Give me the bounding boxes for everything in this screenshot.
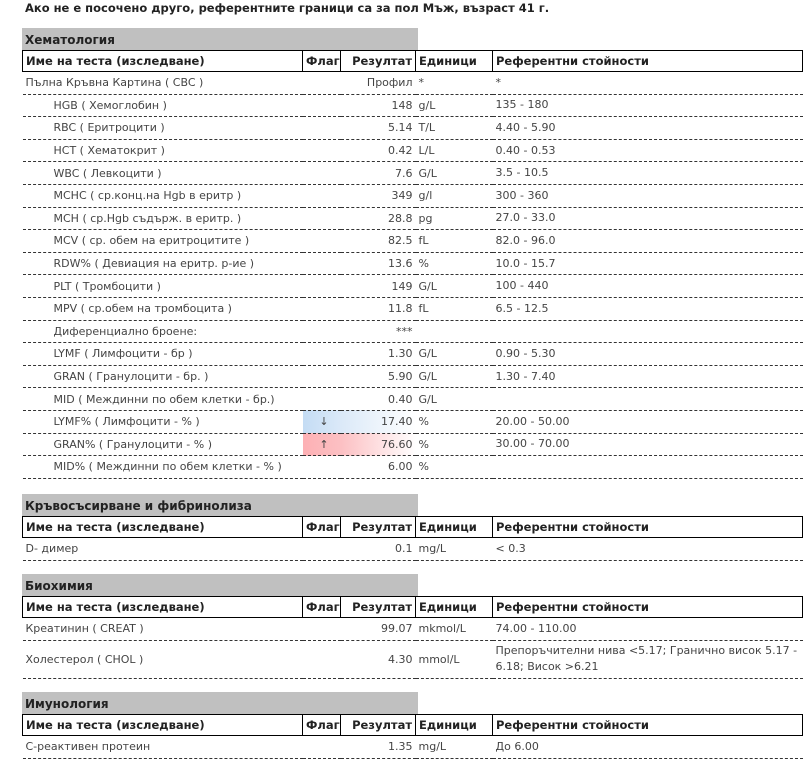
- section-title: Кръвосъсирване и фибринолиза: [22, 494, 418, 516]
- result-value: 99.07: [341, 618, 416, 641]
- result-value: 7.6: [341, 162, 416, 185]
- result-value: 0.1: [341, 538, 416, 561]
- reference-range: [493, 388, 803, 411]
- reference-range: 74.00 - 110.00: [493, 618, 803, 641]
- reference-range: 1.30 - 7.40: [493, 365, 803, 388]
- section-title: Имунология: [22, 692, 418, 714]
- flag: [303, 618, 341, 641]
- header-units: Единици: [416, 715, 493, 736]
- flag: [303, 207, 341, 230]
- reference-range: 135 - 180: [493, 94, 803, 117]
- section-1: [22, 494, 803, 561]
- flag: [303, 456, 341, 479]
- reference-range: 27.0 - 33.0: [493, 207, 803, 230]
- table-row: [23, 139, 803, 162]
- flag: [303, 388, 341, 411]
- flag: [303, 320, 341, 343]
- table-row: [23, 162, 803, 185]
- reference-range: До 6.00: [493, 736, 803, 759]
- test-name: Холестерол ( CHOL ): [23, 640, 303, 678]
- header-ref: Референтни стойности: [493, 517, 803, 538]
- reference-range: 20.00 - 50.00: [493, 410, 803, 433]
- header-name: Име на теста (изследване): [23, 715, 303, 736]
- units: T/L: [416, 117, 493, 140]
- flag: [303, 365, 341, 388]
- test-name: LYMF ( Лимфоцити - бр ): [23, 343, 303, 366]
- reference-range: *: [493, 72, 803, 95]
- units: mkmol/L: [416, 618, 493, 641]
- table-row: [23, 365, 803, 388]
- units: G/L: [416, 275, 493, 298]
- test-name: HGB ( Хемоглобин ): [23, 94, 303, 117]
- test-name: GRAN% ( Гранулоцити - % ): [23, 433, 303, 456]
- table-row: [23, 433, 803, 456]
- flag: [303, 538, 341, 561]
- units: g/L: [416, 94, 493, 117]
- table-row: [23, 736, 803, 759]
- result-value: 82.5: [341, 230, 416, 253]
- test-name: PLT ( Тромбоцити ): [23, 275, 303, 298]
- results-table: [22, 714, 803, 759]
- result-value: 76.60: [341, 433, 416, 456]
- units: G/L: [416, 388, 493, 411]
- test-name: RDW% ( Девиация на еритр. р-ие ): [23, 252, 303, 275]
- table-row: [23, 252, 803, 275]
- result-value: 148: [341, 94, 416, 117]
- reference-range: 0.40 - 0.53: [493, 139, 803, 162]
- flag: [303, 297, 341, 320]
- flag: [303, 275, 341, 298]
- table-row: [23, 207, 803, 230]
- reference-range: 3.5 - 10.5: [493, 162, 803, 185]
- units: mg/L: [416, 736, 493, 759]
- flag-high-icon: ↑: [303, 433, 341, 456]
- units: g/l: [416, 184, 493, 207]
- test-name: MPV ( ср.обем на тромбоцита ): [23, 297, 303, 320]
- table-header: [23, 715, 803, 736]
- header-flag: Флаг: [303, 597, 341, 618]
- results-table: [22, 516, 803, 561]
- header-flag: Флаг: [303, 517, 341, 538]
- test-name: WBC ( Левкоцити ): [23, 162, 303, 185]
- header-flag: Флаг: [303, 51, 341, 72]
- reference-range: 4.40 - 5.90: [493, 117, 803, 140]
- test-name: Диференциално броене:: [23, 320, 303, 343]
- header-result: Резултат: [341, 715, 416, 736]
- header-name: Име на теста (изследване): [23, 517, 303, 538]
- reference-range: < 0.3: [493, 538, 803, 561]
- flag: [303, 252, 341, 275]
- results-table: [22, 596, 803, 679]
- test-name: LYMF% ( Лимфоцити - % ): [23, 410, 303, 433]
- reference-range: 6.5 - 12.5: [493, 297, 803, 320]
- table-header: [23, 51, 803, 72]
- test-name: MCHC ( ср.конц.на Hgb в еритр ): [23, 184, 303, 207]
- table-header: [23, 517, 803, 538]
- result-value: 17.40: [341, 410, 416, 433]
- flag: [303, 736, 341, 759]
- section-title: Биохимия: [22, 574, 418, 596]
- units: fL: [416, 230, 493, 253]
- header-result: Резултат: [341, 597, 416, 618]
- section-0: [22, 28, 803, 479]
- table-row: [23, 388, 803, 411]
- result-value: 4.30: [341, 640, 416, 678]
- flag: [303, 640, 341, 678]
- result-value: 5.90: [341, 365, 416, 388]
- units: G/L: [416, 365, 493, 388]
- header-units: Единици: [416, 517, 493, 538]
- test-name: MCH ( ср.Hgb съдърж. в еритр. ): [23, 207, 303, 230]
- flag: [303, 139, 341, 162]
- reference-range: Препоръчителни нива <5.17; Гранично висок 5.17 - 6.18; Висок >6.21: [493, 640, 803, 678]
- result-value: 0.40: [341, 388, 416, 411]
- table-row: [23, 618, 803, 641]
- units: %: [416, 433, 493, 456]
- table-row: [23, 320, 803, 343]
- test-name: RBC ( Еритроцити ): [23, 117, 303, 140]
- header-units: Единици: [416, 597, 493, 618]
- test-name: HCT ( Хематокрит ): [23, 139, 303, 162]
- flag: [303, 72, 341, 95]
- reference-range: 10.0 - 15.7: [493, 252, 803, 275]
- result-value: 349: [341, 184, 416, 207]
- result-value: 1.30: [341, 343, 416, 366]
- units: fL: [416, 297, 493, 320]
- reference-range: [493, 456, 803, 479]
- units: [416, 320, 493, 343]
- results-table: [22, 50, 803, 479]
- units: L/L: [416, 139, 493, 162]
- header-name: Име на теста (изследване): [23, 597, 303, 618]
- test-name: MID ( Междинни по обем клетки - бр.): [23, 388, 303, 411]
- section-title: Хематология: [22, 28, 418, 50]
- reference-range: 0.90 - 5.30: [493, 343, 803, 366]
- result-value: ***: [341, 320, 416, 343]
- test-name: Креатинин ( CREAT ): [23, 618, 303, 641]
- header-result: Резултат: [341, 517, 416, 538]
- test-name: MCV ( ср. обем на еритроцитите ): [23, 230, 303, 253]
- reference-range: [493, 320, 803, 343]
- test-name: Пълна Кръвна Картина ( CBC ): [23, 72, 303, 95]
- table-row: [23, 538, 803, 561]
- table-row: [23, 456, 803, 479]
- header-ref: Референтни стойности: [493, 715, 803, 736]
- flag: [303, 343, 341, 366]
- test-name: GRAN ( Гранулоцити - бр. ): [23, 365, 303, 388]
- flag: [303, 117, 341, 140]
- header-ref: Референтни стойности: [493, 51, 803, 72]
- units: mmol/L: [416, 640, 493, 678]
- reference-range: 82.0 - 96.0: [493, 230, 803, 253]
- header-units: Единици: [416, 51, 493, 72]
- reference-range: 300 - 360: [493, 184, 803, 207]
- table-row: [23, 117, 803, 140]
- table-header: [23, 597, 803, 618]
- units: mg/L: [416, 538, 493, 561]
- result-value: Профил: [341, 72, 416, 95]
- result-value: 1.35: [341, 736, 416, 759]
- units: pg: [416, 207, 493, 230]
- table-row: [23, 72, 803, 95]
- flag-low-icon: ↓: [303, 410, 341, 433]
- flag: [303, 162, 341, 185]
- flag: [303, 184, 341, 207]
- header-result: Резултат: [341, 51, 416, 72]
- table-row: [23, 275, 803, 298]
- section-3: [22, 692, 803, 759]
- table-row: [23, 640, 803, 678]
- header-ref: Референтни стойности: [493, 597, 803, 618]
- section-2: [22, 574, 803, 679]
- test-name: MID% ( Междинни по обем клетки - % ): [23, 456, 303, 479]
- table-row: [23, 297, 803, 320]
- header-flag: Флаг: [303, 715, 341, 736]
- units: %: [416, 456, 493, 479]
- units: G/L: [416, 343, 493, 366]
- table-row: [23, 184, 803, 207]
- result-value: 28.8: [341, 207, 416, 230]
- units: *: [416, 72, 493, 95]
- header-name: Име на теста (изследване): [23, 51, 303, 72]
- units: G/L: [416, 162, 493, 185]
- result-value: 6.00: [341, 456, 416, 479]
- table-row: [23, 343, 803, 366]
- result-value: 5.14: [341, 117, 416, 140]
- result-value: 13.6: [341, 252, 416, 275]
- table-row: [23, 230, 803, 253]
- result-value: 149: [341, 275, 416, 298]
- test-name: D- димер: [23, 538, 303, 561]
- result-value: 11.8: [341, 297, 416, 320]
- reference-note: Ако не е посочено друго, референтните граници са за пол Мъж, възраст 41 г.: [25, 1, 550, 15]
- table-row: [23, 410, 803, 433]
- reference-range: 30.00 - 70.00: [493, 433, 803, 456]
- units: %: [416, 410, 493, 433]
- test-name: C-реактивен протеин: [23, 736, 303, 759]
- flag: [303, 94, 341, 117]
- reference-range: 100 - 440: [493, 275, 803, 298]
- flag: [303, 230, 341, 253]
- table-row: [23, 94, 803, 117]
- units: %: [416, 252, 493, 275]
- result-value: 0.42: [341, 139, 416, 162]
